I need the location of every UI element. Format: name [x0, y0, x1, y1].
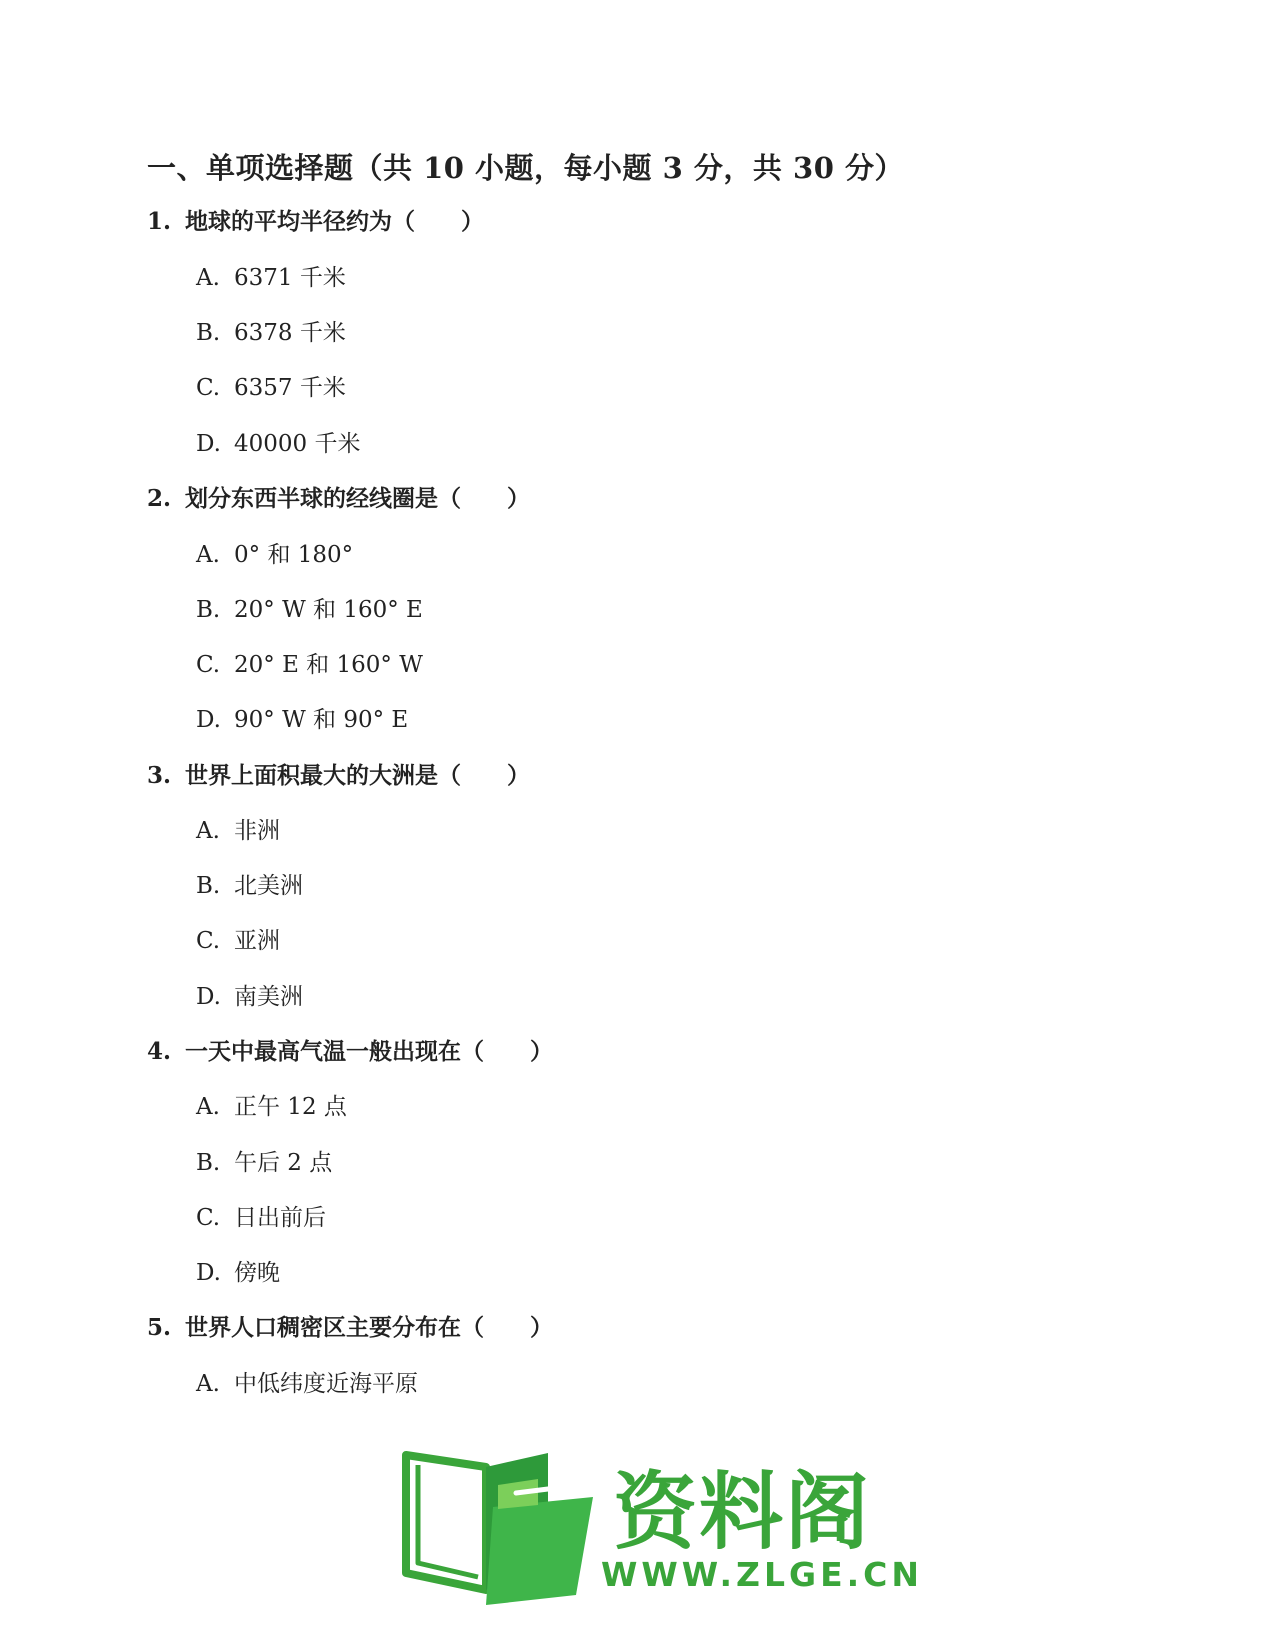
option-2a [196, 536, 353, 569]
option-3d [196, 978, 303, 1011]
question-number: 4. [147, 1038, 172, 1065]
option-letter: A. [196, 265, 220, 291]
option-letter: B. [196, 320, 221, 346]
option-4b [196, 1144, 332, 1177]
option-letter: C. [196, 375, 221, 401]
option-letter: D. [196, 984, 221, 1010]
question-4 [147, 1033, 553, 1066]
option-2d [196, 701, 408, 734]
option-text: 40000 千米 [234, 431, 361, 457]
option-4c [196, 1199, 326, 1232]
option-letter: D. [196, 1260, 221, 1286]
option-2b [196, 591, 423, 624]
option-letter: C. [196, 652, 221, 678]
option-1d [196, 425, 360, 458]
option-letter: A. [196, 818, 220, 844]
option-letter: D. [196, 431, 221, 457]
question-1 [147, 203, 484, 236]
option-text: 6357 千米 [234, 375, 346, 401]
option-4a [196, 1088, 347, 1121]
question-text: 世界人口稠密区主要分布在（ ） [185, 1314, 553, 1341]
option-text: 中低纬度近海平原 [234, 1371, 418, 1397]
option-1a [196, 259, 346, 292]
option-letter: C. [196, 1205, 221, 1231]
option-text: 正午 12 点 [234, 1094, 347, 1120]
question-text: 地球的平均半径约为（ ） [185, 208, 484, 235]
option-letter: A. [196, 1094, 220, 1120]
option-text: 亚洲 [234, 928, 280, 954]
option-text: 20° E 和 160° W [234, 652, 423, 678]
option-1b [196, 314, 346, 347]
question-3 [147, 757, 530, 790]
question-text: 一天中最高气温一般出现在（ ） [185, 1038, 553, 1065]
option-text: 午后 2 点 [234, 1150, 333, 1176]
option-text: 6371 千米 [234, 265, 346, 291]
option-5a [196, 1365, 418, 1398]
option-2c [196, 646, 423, 679]
watermark-url: WWW.ZLGE.CN [601, 1555, 924, 1594]
section-title: 一、单项选择题（共 10 小题，每小题 3 分，共 30 分） [147, 151, 904, 185]
option-text: 南美洲 [234, 984, 303, 1010]
option-letter: C. [196, 928, 221, 954]
option-letter: B. [196, 1150, 221, 1176]
question-number: 5. [147, 1314, 172, 1341]
question-5 [147, 1309, 553, 1342]
question-number: 3. [147, 762, 172, 789]
option-letter: B. [196, 597, 221, 623]
question-2 [147, 480, 530, 513]
watermark-title: 资料阁 [613, 1463, 872, 1561]
question-number: 1. [147, 208, 172, 235]
option-letter: A. [196, 542, 220, 568]
option-letter: D. [196, 707, 221, 733]
option-text: 20° W 和 160° E [234, 597, 423, 623]
watermark [398, 1445, 924, 1605]
option-text: 6378 千米 [234, 320, 346, 346]
option-letter: B. [196, 873, 221, 899]
question-text: 世界上面积最大的大洲是（ ） [185, 762, 530, 789]
option-text: 90° W 和 90° E [234, 707, 409, 733]
question-text: 划分东西半球的经线圈是（ ） [185, 485, 530, 512]
option-text: 非洲 [234, 818, 280, 844]
option-text: 日出前后 [234, 1205, 326, 1231]
option-1c [196, 369, 346, 402]
option-text: 0° 和 180° [234, 542, 354, 568]
option-4d [196, 1254, 280, 1287]
option-letter: A. [196, 1371, 220, 1397]
option-text: 傍晚 [234, 1260, 280, 1286]
option-3a [196, 812, 280, 845]
option-3c [196, 922, 280, 955]
option-3b [196, 867, 303, 900]
option-text: 北美洲 [234, 873, 303, 899]
question-number: 2. [147, 485, 172, 512]
open-book-icon [398, 1445, 598, 1605]
